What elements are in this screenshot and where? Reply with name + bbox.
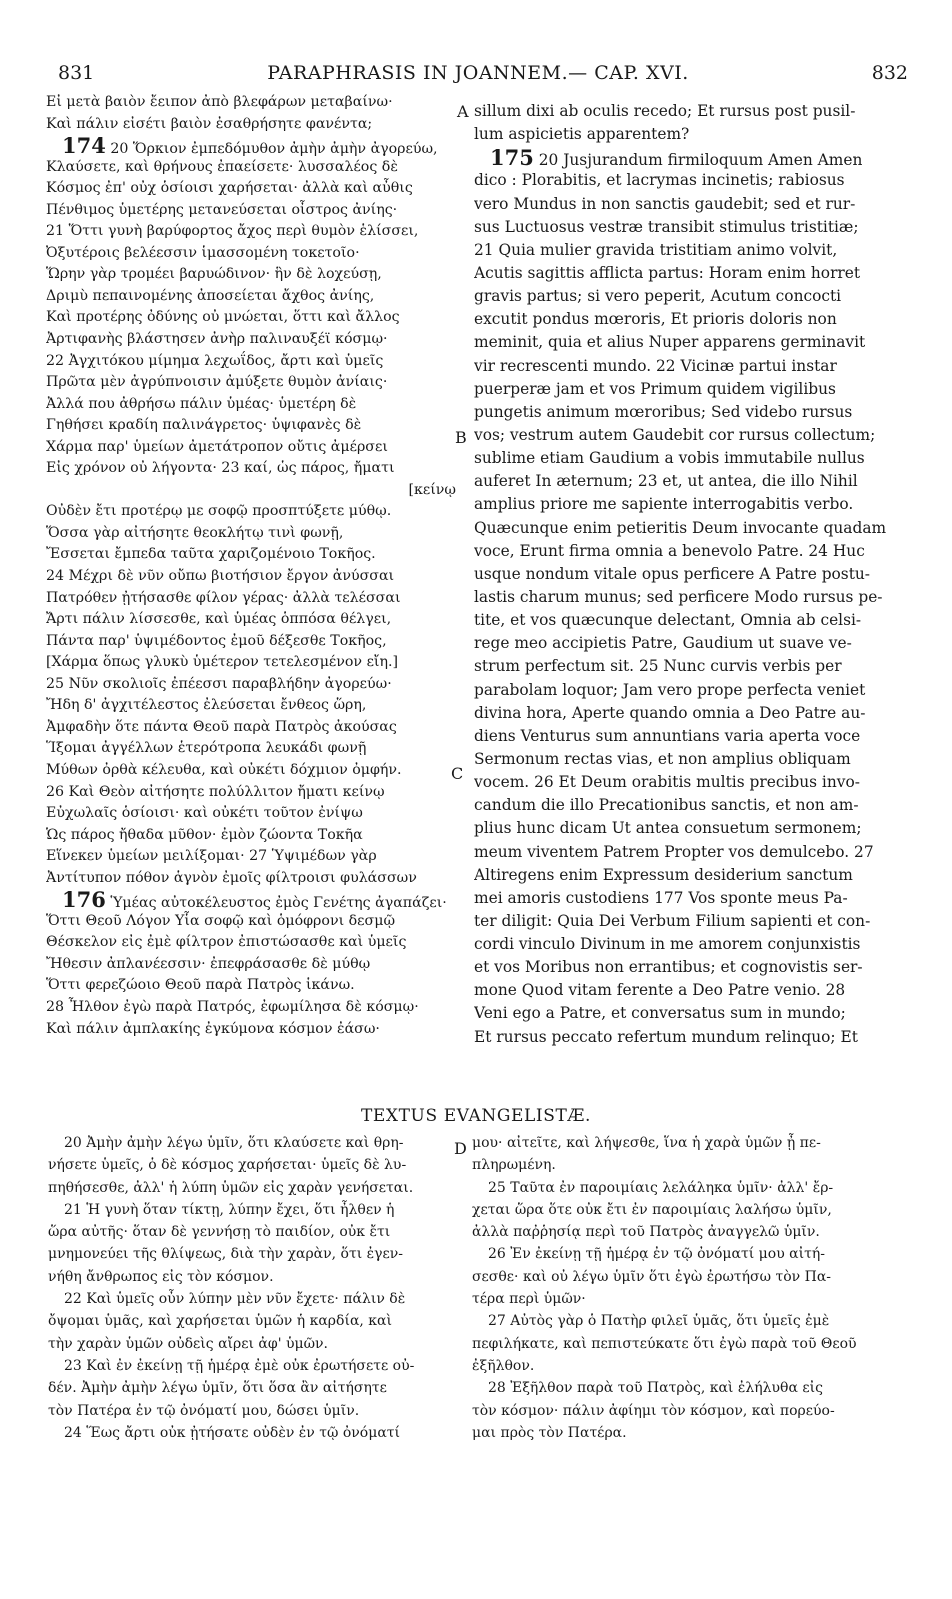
gospel-text-line: ἀλλὰ παῤῥησίᾳ περὶ τοῦ Πατρὸς ἀναγγελῶ ὑμῖν. bbox=[472, 1224, 820, 1241]
gospel-text-line: μνημονεύει τῆς θλίψεως, διὰ τὴν χαρὰν, ὅτι ἐγεν- bbox=[48, 1246, 404, 1263]
latin-text-line: 21 Quia mulier gravida tristitiam animo volvit, bbox=[474, 240, 838, 259]
greek-paraphrase-column bbox=[46, 92, 456, 1040]
latin-text-line: parabolam loquor; Jam vero prope perfecta veniet bbox=[474, 680, 866, 699]
greek-verse-line: Γηθήσει κραδίη παλινάγρετος· ὑψιφανὲς δὲ bbox=[46, 417, 362, 434]
greek-verse-line: Πένθιμος ὑμετέρης μετανεύσεται οἶστρος ἀνίης· bbox=[46, 201, 398, 218]
latin-text-line: dico : Plorabitis, et lacrymas incinetis; rabiosus bbox=[474, 171, 845, 190]
greek-verse-line: Ἵξομαι ἀγγέλλων ἑτερότροπα λευκάδι φωνῇ bbox=[46, 740, 367, 757]
gospel-text-line: χεται ὥρα ὅτε οὐκ ἔτι ἐν παροιμίαις λαλήσω ὑμῖν, bbox=[472, 1201, 832, 1218]
latin-text-line bbox=[474, 146, 910, 169]
margin-letter-b: B bbox=[455, 428, 467, 447]
section-title: TEXTUS EVANGELISTÆ. bbox=[360, 1106, 592, 1126]
greek-verse-line: 28 Ἦλθον ἐγὼ παρὰ Πατρός, ἐφωμίλησα δὲ κόσμῳ· bbox=[46, 998, 419, 1015]
latin-text-line: mone Quod vitam ferente a Deo Patre venio. 28 bbox=[474, 981, 846, 1000]
greek-verse-line bbox=[46, 135, 456, 157]
margin-letter-d: D bbox=[454, 1139, 467, 1158]
page-number-left: 831 bbox=[58, 62, 95, 84]
latin-text-line: lum aspicietis apparentem? bbox=[474, 125, 690, 144]
latin-text-line: vir recrescenti mundo. 22 Vicinæ partui instar bbox=[474, 356, 837, 375]
gospel-text-line: νήθη ἄνθρωπος εἰς τὸν κόσμον. bbox=[48, 1268, 274, 1285]
greek-verse-line: Μύθων ὀρθὰ κέλευθα, καὶ οὐκέτι δόχμιον ὀμφήν. bbox=[46, 761, 402, 778]
column-number: 174 bbox=[62, 135, 106, 157]
gospel-text-line: μαι πρὸς τὸν Πατέρα. bbox=[472, 1424, 627, 1441]
greek-verse-line: Χάρμα παρ' ὑμείων ἀμετάτροπον οὔτις ἀμέρσει bbox=[46, 438, 388, 455]
latin-text-line: Altiregens enim Expressum desiderium sanctum bbox=[474, 865, 853, 884]
latin-text-line: sublime etiam Gaudium a vobis immutabile nullus bbox=[474, 449, 865, 468]
margin-letter-a: A bbox=[457, 102, 469, 121]
greek-verse-line: 22 Ἀγχιτόκου μίμημα λεχωΐδος, ἄρτι καὶ ὑμεῖς bbox=[46, 352, 384, 369]
greek-verse-line: Εἵνεκεν ὑμείων μειλίξομαι· 27 Ὑψιμέδων γὰρ bbox=[46, 848, 377, 865]
latin-text-line: strum perfectum sit. 25 Nunc curvis verbis per bbox=[474, 657, 842, 676]
gospel-text-line: 28 Ἐξῆλθον παρὰ τοῦ Πατρὸς, καὶ ἐλήλυθα εἰς bbox=[488, 1380, 823, 1397]
greek-verse-line bbox=[46, 889, 456, 911]
greek-verse-line: Ὀξυτέροις βελέεσσιν ἱμασσομένη τοκετοῖο· bbox=[46, 244, 360, 261]
greek-verse-line: Καὶ προτέρης ὀδύνης οὐ μνώεται, ὅττι καὶ ἄλλος bbox=[46, 309, 400, 326]
gospel-text-line: πηθήσεσθε, ἀλλ' ἡ λύπη ὑμῶν εἰς χαρὰν γενήσεται. bbox=[48, 1179, 414, 1196]
greek-verse-line: Ἔσσεται ἔμπεδα ταῦτα χαριζομένοιο Τοκῆος. bbox=[46, 546, 376, 563]
greek-verse-line: 24 Μέχρι δὲ νῦν οὔπω βιοτήσιον ἔργον ἀνύσσαι bbox=[46, 568, 395, 585]
gospel-text-line: πεφιλήκατε, καὶ πεπιστεύκατε ὅτι ἐγὼ παρὰ τοῦ Θεοῦ bbox=[472, 1335, 857, 1352]
gospel-text-line: μου· αἰτεῖτε, καὶ λήψεσθε, ἵνα ἡ χαρὰ ὑμῶν ᾖ πε- bbox=[472, 1135, 821, 1151]
greek-verse-line: Ἤδη δ' ἀγχιτέλεστος ἐλεύσεται ἔνθεος ὥρη, bbox=[46, 697, 367, 714]
column-number: 176 bbox=[62, 889, 106, 911]
line-text: 20 Ὅρκιον ἐμπεδόμυθον ἀμὴν ἀμὴν ἀγορεύω, bbox=[105, 141, 438, 157]
latin-text-line: puerperæ jam et vos Primum quidem vigilibus bbox=[474, 379, 836, 398]
latin-text-line: vero Mundus in non sanctis gaudebit; sed et rur- bbox=[474, 194, 856, 213]
greek-verse-line: Καὶ πάλιν ἀμπλακίης ἐγκύμονα κόσμον ἐάσω· bbox=[46, 1020, 380, 1037]
greek-verse-line: Πατρόθεν ᾐτήσασθε φίλον γέρας· ἀλλὰ τελέσσαι bbox=[46, 589, 401, 606]
latin-translation-column bbox=[474, 100, 910, 1049]
greek-verse-line: Πάντα παρ' ὑψιμέδοντος ἐμοῦ δέξεσθε Τοκῆος, bbox=[46, 632, 387, 649]
gospel-text-line: τὸν κόσμον· πάλιν ἀφίημι τὸν κόσμον, καὶ πορεύο- bbox=[472, 1402, 835, 1419]
greek-verse-line: Ἀρτιφανὴς βλάστησεν ἀνὴρ παλιναυξέϊ κόσμῳ· bbox=[46, 331, 388, 348]
greek-verse-line: Ἤθεσιν ἀπλανέεσσιν· ἐπεφράσασθε δὲ μύθῳ bbox=[46, 955, 371, 972]
running-header bbox=[48, 62, 908, 88]
gospel-text-line: ὥρα αὐτῆς· ὅταν δὲ γεννήσῃ τὸ παιδίον, οὐκ ἔτι bbox=[48, 1224, 391, 1241]
greek-verse-line: Θέσκελον εἰς ἐμὲ φίλτρον ἐπιστώσασθε καὶ ὑμεῖς bbox=[46, 934, 407, 951]
latin-text-line: diens Venturus sum annuntians varia aperta voce bbox=[474, 726, 861, 745]
latin-text-line: candum die illo Precationibus sanctis, et non am- bbox=[474, 796, 859, 815]
latin-text-line: vocem. 26 Et Deum orabitis multis precibus invo- bbox=[474, 773, 860, 792]
latin-text-line: meminit, quia et alius Nuper apparens germinavit bbox=[474, 333, 866, 352]
latin-text-line: Acutis sagittis afflicta partus: Horam enim horret bbox=[474, 263, 861, 282]
latin-text-line: gravis partus; si vero peperit, Acutum concocti bbox=[474, 287, 842, 306]
greek-verse-line: Ἄρτι πάλιν λίσσεσθε, καὶ ὑμέας ὁππόσα θέλγει, bbox=[46, 611, 392, 628]
greek-verse-line: Καὶ πάλιν εἰσέτι βαιὸν ἐσαθρήσητε φανέντα; bbox=[46, 115, 373, 132]
gospel-text-line: 25 Ταῦτα ἐν παροιμίαις λελάληκα ὑμῖν· ἀλλ' ἔρ- bbox=[488, 1179, 834, 1196]
greek-verse-line: Ἀλλά που ἀθρήσω πάλιν ὑμέας· ὑμετέρη δὲ bbox=[46, 395, 357, 412]
gospel-text-line: πληρωμένη. bbox=[472, 1157, 556, 1174]
gospel-text-line: 23 Καὶ ἐν ἐκείνῃ τῇ ἡμέρᾳ ἐμὲ οὐκ ἐρωτήσετε οὐ- bbox=[64, 1357, 415, 1374]
gospel-text-line: 22 Καὶ ὑμεῖς οὖν λύπην μὲν νῦν ἔχετε· πάλιν δὲ bbox=[64, 1291, 406, 1308]
gospel-text-line: νήσετε ὑμεῖς, ὁ δὲ κόσμος χαρήσεται· ὑμεῖς δὲ λυ- bbox=[48, 1157, 407, 1174]
latin-text-line: Et rursus peccato refertum mundum relinquo; Et bbox=[474, 1027, 858, 1046]
greek-verse-line: 26 Καὶ Θεὸν αἰτήσητε πολύλλιτον ἤματι κείνῳ bbox=[46, 783, 385, 800]
latin-text-line: vos; vestrum autem Gaudebit cor rursus collectum; bbox=[474, 425, 876, 444]
column-number: 175 bbox=[490, 146, 534, 170]
gospel-text-line: ὄψομαι ὑμᾶς, καὶ χαρήσεται ὑμῶν ἡ καρδία, καὶ bbox=[48, 1313, 393, 1330]
greek-verse-line: Ἀντίτυπον πόθον ἁγνὸν ἐμοῖς φίλτροισι φυλάσσων bbox=[46, 869, 417, 886]
gospel-text-line: σεσθε· καὶ οὐ λέγω ὑμῖν ὅτι ἐγὼ ἐρωτήσω τὸν Πα- bbox=[472, 1268, 832, 1285]
latin-text-line: voce, Erunt firma omnia a benevolo Patre. 24 Huc bbox=[474, 541, 865, 560]
greek-verse-line: Εὐχωλαῖς ὁσίοισι· καὶ οὐκέτι τοῦτον ἐνίψω bbox=[46, 805, 363, 822]
latin-text-line: meum viventem Patrem Propter vos demulcebo. 27 bbox=[474, 842, 874, 861]
greek-verse-line: Ὅσσα γὰρ αἰτήσητε θεοκλήτῳ τινὶ φωνῇ, bbox=[46, 524, 344, 541]
greek-verse-line: Κλαύσετε, καὶ θρήνους ἐπαείσετε· λυσσαλέος δὲ bbox=[46, 158, 398, 175]
latin-text-line: Sermonum rectas vias, et non amplius obliquam bbox=[474, 749, 851, 768]
line-text: Ὑμέας αὐτοκέλευστος ἐμὸς Γενέτης ἀγαπάζει· bbox=[105, 895, 447, 911]
gospel-text-line: 27 Αὐτὸς γὰρ ὁ Πατὴρ φιλεῖ ὑμᾶς, ὅτι ὑμεῖς ἐμὲ bbox=[488, 1313, 830, 1330]
running-title: PARAPHRASIS IN JOANNEM.— CAP. XVI. bbox=[267, 62, 689, 84]
latin-text-line: amplius priore me sapiente interrogabitis verbo. bbox=[474, 495, 854, 514]
line-text: 20 Jusjurandum firmiloquum Amen Amen bbox=[533, 151, 863, 170]
gospel-text-line: 20 Ἀμὴν ἀμὴν λέγω ὑμῖν, ὅτι κλαύσετε καὶ θρη- bbox=[64, 1135, 404, 1151]
latin-text-line: Quæcunque enim petieritis Deum invocante quadam bbox=[474, 518, 887, 537]
gospel-text-line: τέρα περὶ ὑμῶν· bbox=[472, 1291, 586, 1308]
latin-text-line: Veni ego a Patre, et conversatus sum in mundo; bbox=[474, 1004, 846, 1023]
page-number-right: 832 bbox=[871, 62, 908, 84]
latin-text-line: sus Luctuosus vestræ transibit stimulus tristitiæ; bbox=[474, 217, 859, 236]
greek-verse-line: Εἰ μετὰ βαιὸν ἔειπον ἀπὸ βλεφάρων μεταβαίνω· bbox=[46, 94, 393, 110]
margin-letter-c: C bbox=[451, 764, 464, 783]
latin-text-line: lastis charum munus; sed perficere Modo rursus pe- bbox=[474, 587, 883, 606]
latin-text-line: divina hora, Aperte quando omnia a Deo Patre au- bbox=[474, 703, 866, 722]
greek-verse-line: Ὅττι φερεζώοιο Θεοῦ παρὰ Πατρὸς ἱκάνω. bbox=[46, 977, 355, 994]
greek-verse-line: Ὥρην γὰρ τρομέει βαρυώδινον· ἣν δὲ λοχεύσῃ, bbox=[46, 266, 382, 283]
gospel-text-line: ἐξῆλθον. bbox=[472, 1357, 535, 1374]
latin-text-line: tite, et vos quæcunque delectant, Omnia ab celsi- bbox=[474, 611, 862, 630]
gospel-text-line: 21 Ἡ γυνὴ ὅταν τίκτῃ, λύπην ἔχει, ὅτι ἦλθεν ἡ bbox=[64, 1201, 395, 1218]
latin-text-line: sillum dixi ab oculis recedo; Et rursus post pusil- bbox=[474, 102, 856, 120]
gospel-text-line: 26 Ἐν ἐκείνῃ τῇ ἡμέρᾳ ἐν τῷ ὀνόματί μου αἰτή- bbox=[488, 1246, 825, 1263]
greek-verse-line: Εἰς χρόνον οὐ λήγοντα· 23 καί, ὡς πάρος, ἤματι bbox=[46, 460, 395, 477]
gospel-text-left-column bbox=[48, 1132, 460, 1444]
greek-verse-line: Ὡς πάρος ἤθαδα μῦθον· ἐμὸν ζώοντα Τοκῆα bbox=[46, 826, 363, 843]
greek-verse-line: Δριμὺ πεπαινομένης ἀποσείεται ἄχθος ἀνίης, bbox=[46, 287, 375, 304]
gospel-text-line: τὴν χαρὰν ὑμῶν οὐδεὶς αἴρει ἀφ' ὑμῶν. bbox=[48, 1335, 328, 1352]
latin-text-line: auferet In æternum; 23 et, ut antea, die illo Nihil bbox=[474, 472, 858, 491]
greek-verse-line: Ἀμφαδὴν ὅτε πάντα Θεοῦ παρὰ Πατρὸς ἀκούσας bbox=[46, 718, 397, 735]
gospel-text-right-column bbox=[472, 1132, 914, 1444]
greek-verse-line: Κόσμος ἐπ' οὐχ ὁσίοισι χαρήσεται· ἀλλὰ καὶ αὖθις bbox=[46, 180, 413, 197]
latin-text-line: usque nondum vitale opus perficere A Patre postu- bbox=[474, 564, 871, 583]
greek-verse-line: Οὐδὲν ἔτι προτέρῳ με σοφῷ προσπτύξετε μύθῳ. bbox=[46, 503, 392, 520]
latin-text-line: cordi vinculo Divinum in me amorem conjunxistis bbox=[474, 935, 861, 954]
latin-text-line: rege meo accipietis Patre, Gaudium ut suave ve- bbox=[474, 634, 852, 653]
greek-verse-line: [Χάρμα ὅπως γλυκὺ ὑμέτερον τετελεσμένον εἴη.] bbox=[46, 654, 399, 671]
gospel-text-line: τὸν Πατέρα ἐν τῷ ὀνόματί μου, δώσει ὑμῖν. bbox=[48, 1402, 360, 1419]
gospel-text-line: δέν. Ἀμὴν ἀμὴν λέγω ὑμῖν, ὅτι ὅσα ἂν αἰτήσητε bbox=[48, 1380, 387, 1397]
latin-text-line: ter diligit: Quia Dei Verbum Filium sapienti et con- bbox=[474, 911, 871, 930]
greek-verse-line: Ὅττι Θεοῦ Λόγον Υἷα σοφῷ καὶ ὁμόφρονι δεσμῷ bbox=[46, 912, 396, 929]
latin-text-line: mei amoris custodiens 177 Vos sponte meus Pa- bbox=[474, 888, 848, 907]
greek-verse-line: [κείνῳ bbox=[408, 481, 456, 498]
greek-verse-line: 21 Ὅττι γυνὴ βαρύφορτος ἄχος περὶ θυμὸν ἑλίσσει, bbox=[46, 223, 419, 240]
latin-text-line: plius hunc dicam Ut antea consuetum sermonem; bbox=[474, 819, 862, 838]
latin-text-line: et vos Moribus non errantibus; et cognovistis ser- bbox=[474, 958, 863, 977]
latin-text-line: pungetis animum mœroribus; Sed videbo rursus bbox=[474, 402, 853, 421]
gospel-text-line: 24 Ἕως ἄρτι οὐκ ᾐτήσατε οὐδὲν ἐν τῷ ὀνόματί bbox=[64, 1424, 401, 1441]
greek-verse-line: Πρῶτα μὲν ἀγρύπνοισιν ἀμύξετε θυμὸν ἀνίαις· bbox=[46, 374, 388, 391]
latin-text-line: excutit pondus mœroris, Et prioris doloris non bbox=[474, 310, 837, 329]
greek-verse-line: 25 Νῦν σκολιοῖς ἐπέεσσι παραβλήδην ἀγορεύω· bbox=[46, 675, 392, 692]
